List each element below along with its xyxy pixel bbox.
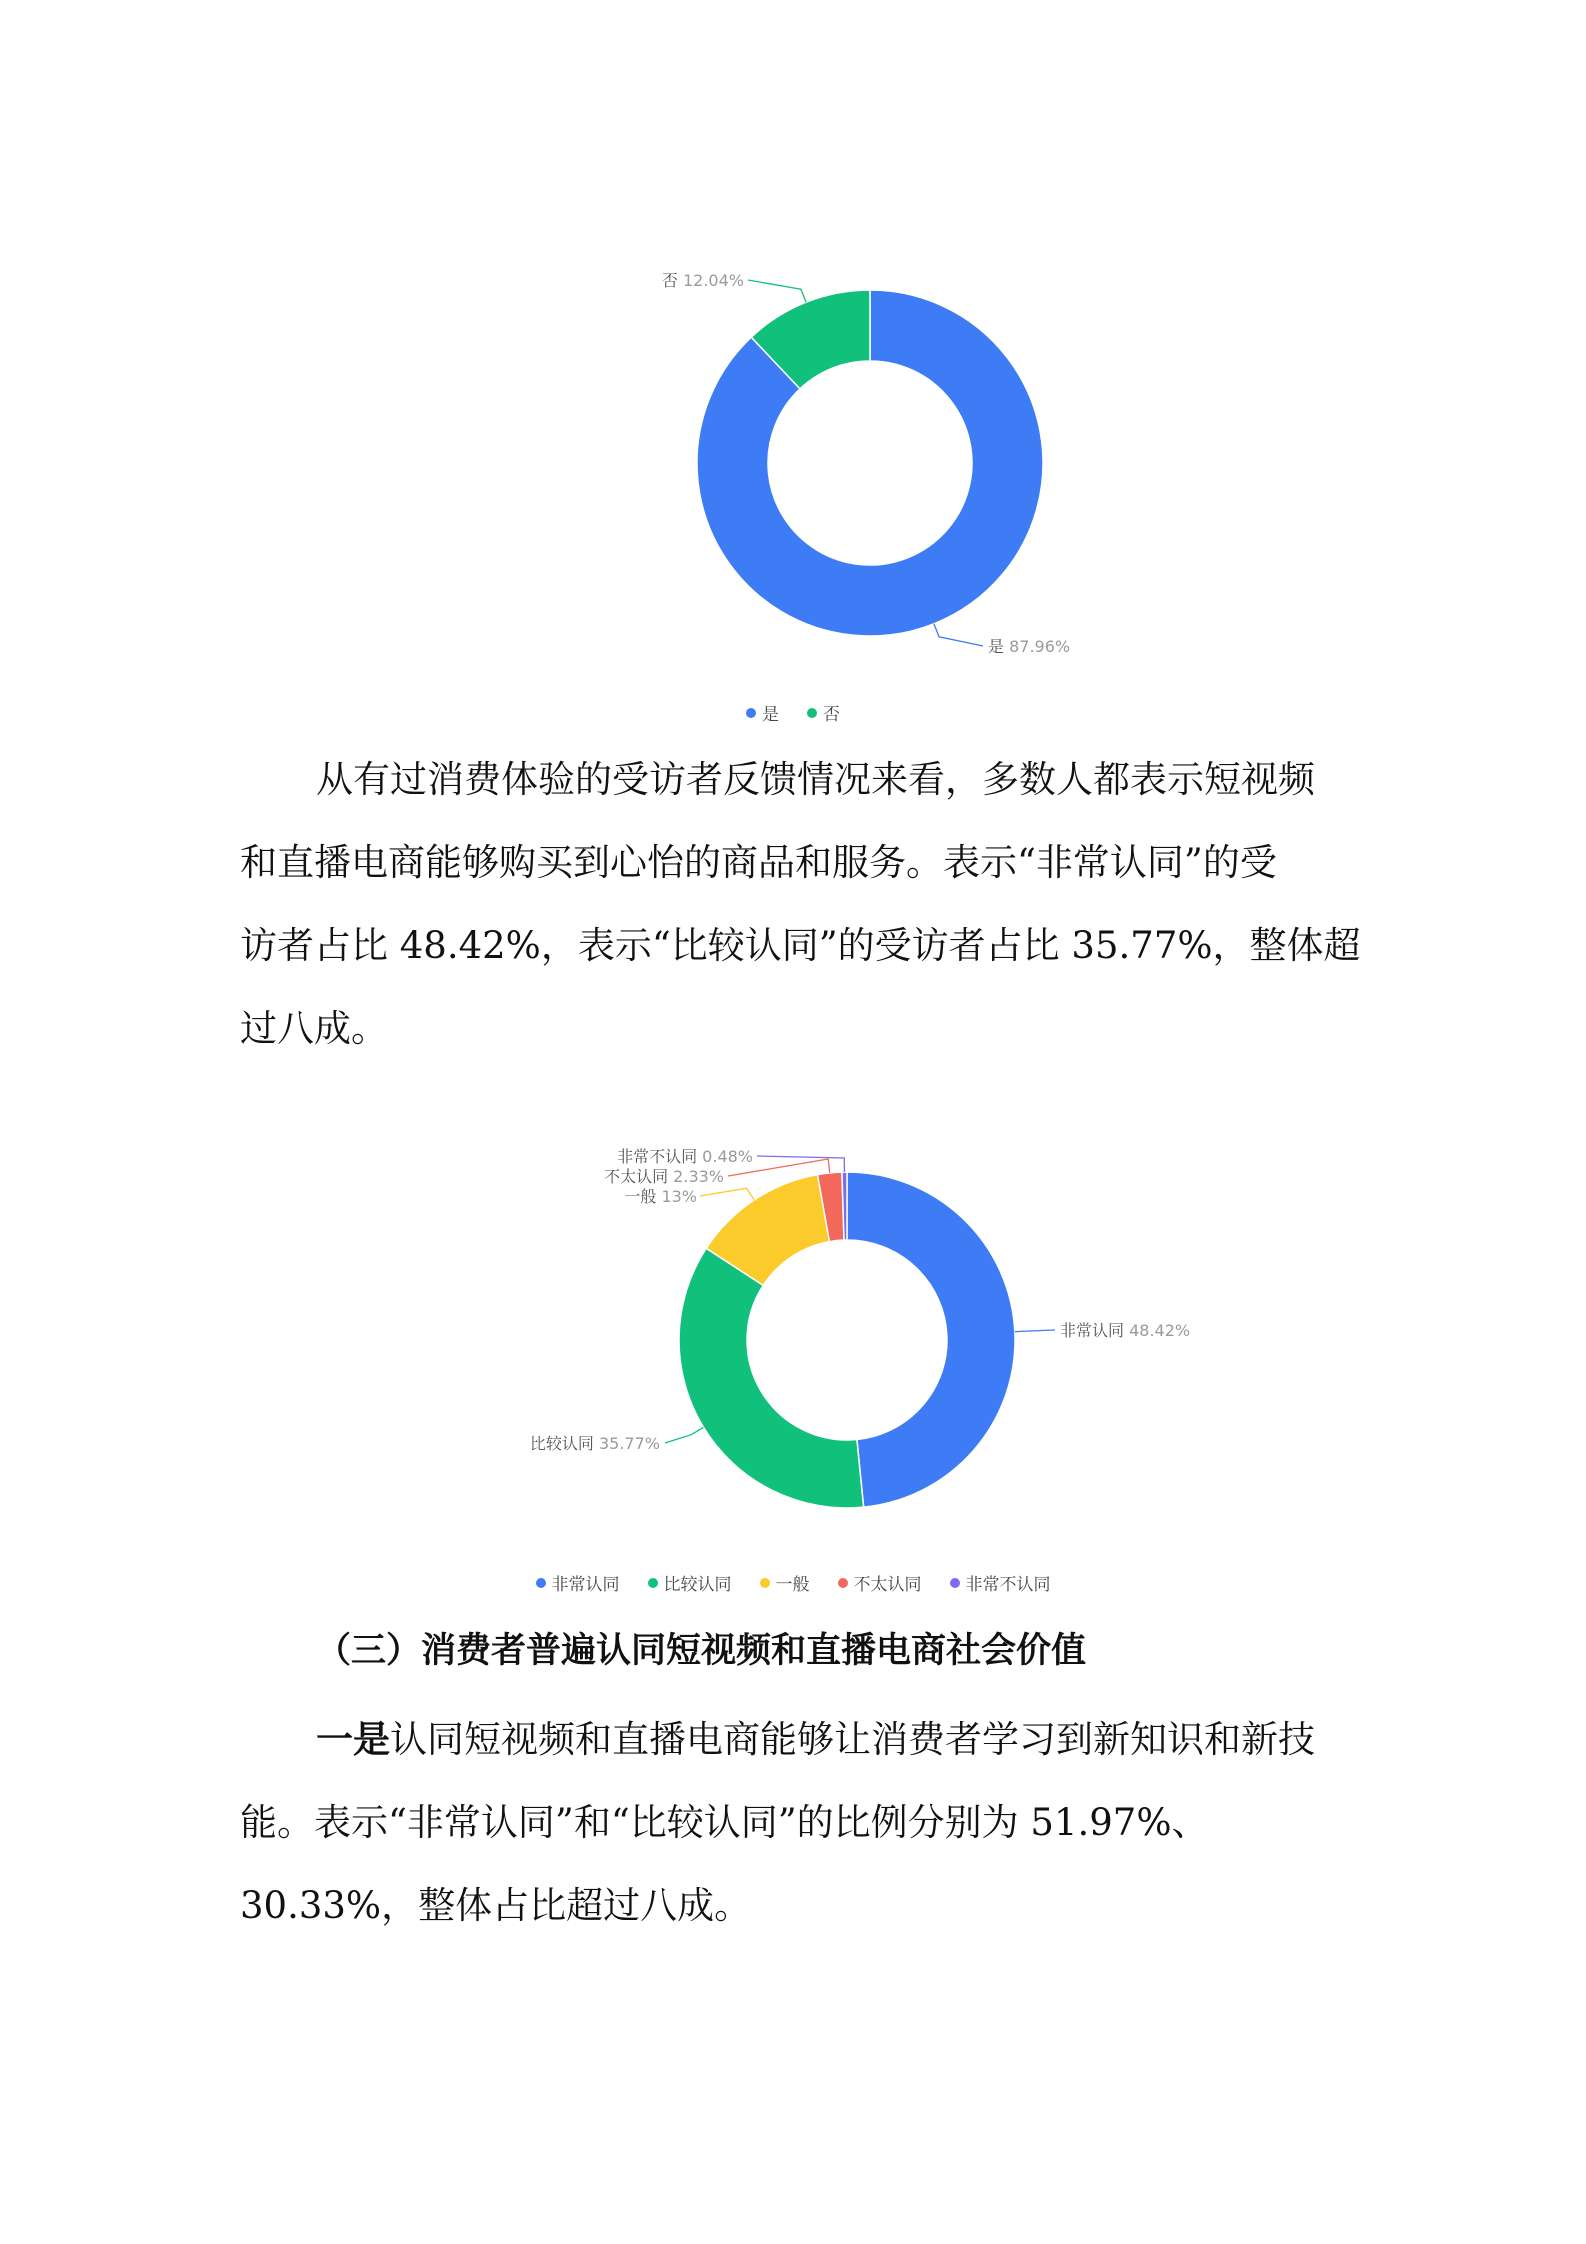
slice-label-0: 非常认同 48.42% bbox=[1060, 1321, 1191, 1340]
donut-chart-1-svg bbox=[0, 230, 1586, 750]
leader-line-0 bbox=[934, 624, 983, 646]
paragraph-2 bbox=[240, 1698, 1350, 1947]
leader-line-1 bbox=[665, 1427, 703, 1443]
legend-dot bbox=[648, 1578, 658, 1588]
legend-item-strongly-agree[interactable] bbox=[536, 1570, 620, 1595]
paragraph-2-line: 能。表示“非常认同”和“比较认同”的比例分别为 51.97%、 bbox=[240, 1801, 1209, 1844]
legend-item-no[interactable] bbox=[807, 700, 840, 725]
legend-dot-no bbox=[807, 708, 817, 718]
leader-line-2 bbox=[700, 1188, 754, 1200]
slice-label-0: 是 87.96% bbox=[988, 637, 1071, 656]
legend-label: 比较认同 bbox=[663, 1575, 732, 1595]
legend-dot bbox=[536, 1578, 546, 1588]
slice-label-2: 一般 13% bbox=[624, 1187, 697, 1206]
legend-item-agree[interactable] bbox=[648, 1570, 732, 1595]
paragraph-2-line: 30.33%，整体占比超过八成。 bbox=[240, 1884, 752, 1927]
legend-label-yes: 是 bbox=[762, 705, 779, 725]
slice-label-3: 不太认同 2.33% bbox=[604, 1167, 724, 1186]
legend-label: 一般 bbox=[775, 1575, 810, 1595]
slice-label-1: 否 12.04% bbox=[661, 271, 744, 290]
donut-slice-0[interactable] bbox=[847, 1172, 1015, 1507]
donut-chart-2 bbox=[0, 1120, 1586, 1620]
legend-item-disagree[interactable] bbox=[838, 1570, 922, 1595]
slice-label-1: 比较认同 35.77% bbox=[529, 1434, 660, 1453]
legend-item-yes[interactable] bbox=[746, 700, 779, 725]
lead-text: 一是 bbox=[316, 1718, 390, 1761]
legend-dot bbox=[760, 1578, 770, 1588]
paragraph-1-line: 访者占比 48.42%，表示“比较认同”的受访者占比 35.77%，整体超 bbox=[240, 924, 1361, 967]
legend-label: 非常不认同 bbox=[965, 1575, 1051, 1595]
donut-chart-2-svg bbox=[0, 1120, 1586, 1620]
legend-label: 非常认同 bbox=[551, 1575, 620, 1595]
section-heading: （三）消费者普遍认同短视频和直播电商社会价值 bbox=[316, 1631, 1087, 1671]
legend-dot-yes bbox=[746, 708, 756, 718]
slice-label-4: 非常不认同 0.48% bbox=[617, 1147, 753, 1166]
legend-item-strongly-disagree[interactable] bbox=[950, 1570, 1051, 1595]
paragraph-1-line: 过八成。 bbox=[240, 1007, 388, 1050]
chart2-legend bbox=[0, 1570, 1586, 1595]
donut-chart-1 bbox=[0, 230, 1586, 750]
legend-label-no: 否 bbox=[823, 705, 840, 725]
paragraph-2-line bbox=[240, 1698, 1350, 1781]
legend-label: 不太认同 bbox=[853, 1575, 922, 1595]
paragraph-1 bbox=[240, 738, 1361, 1070]
leader-line-1 bbox=[748, 280, 806, 302]
donut-slice-1[interactable] bbox=[679, 1248, 864, 1508]
legend-dot bbox=[838, 1578, 848, 1588]
paragraph-1-line: 和直播电商能够购买到心怡的商品和服务。表示“非常认同”的受 bbox=[240, 841, 1277, 884]
paragraph-1-line: 从有过消费体验的受访者反馈情况来看，多数人都表示短视频 bbox=[316, 758, 1315, 801]
chart1-legend bbox=[0, 700, 1586, 725]
paragraph-2-text: 认同短视频和直播电商能够让消费者学习到新知识和新技 bbox=[390, 1718, 1315, 1761]
legend-item-neutral[interactable] bbox=[760, 1570, 810, 1595]
leader-line-0 bbox=[1015, 1330, 1055, 1332]
legend-dot bbox=[950, 1578, 960, 1588]
